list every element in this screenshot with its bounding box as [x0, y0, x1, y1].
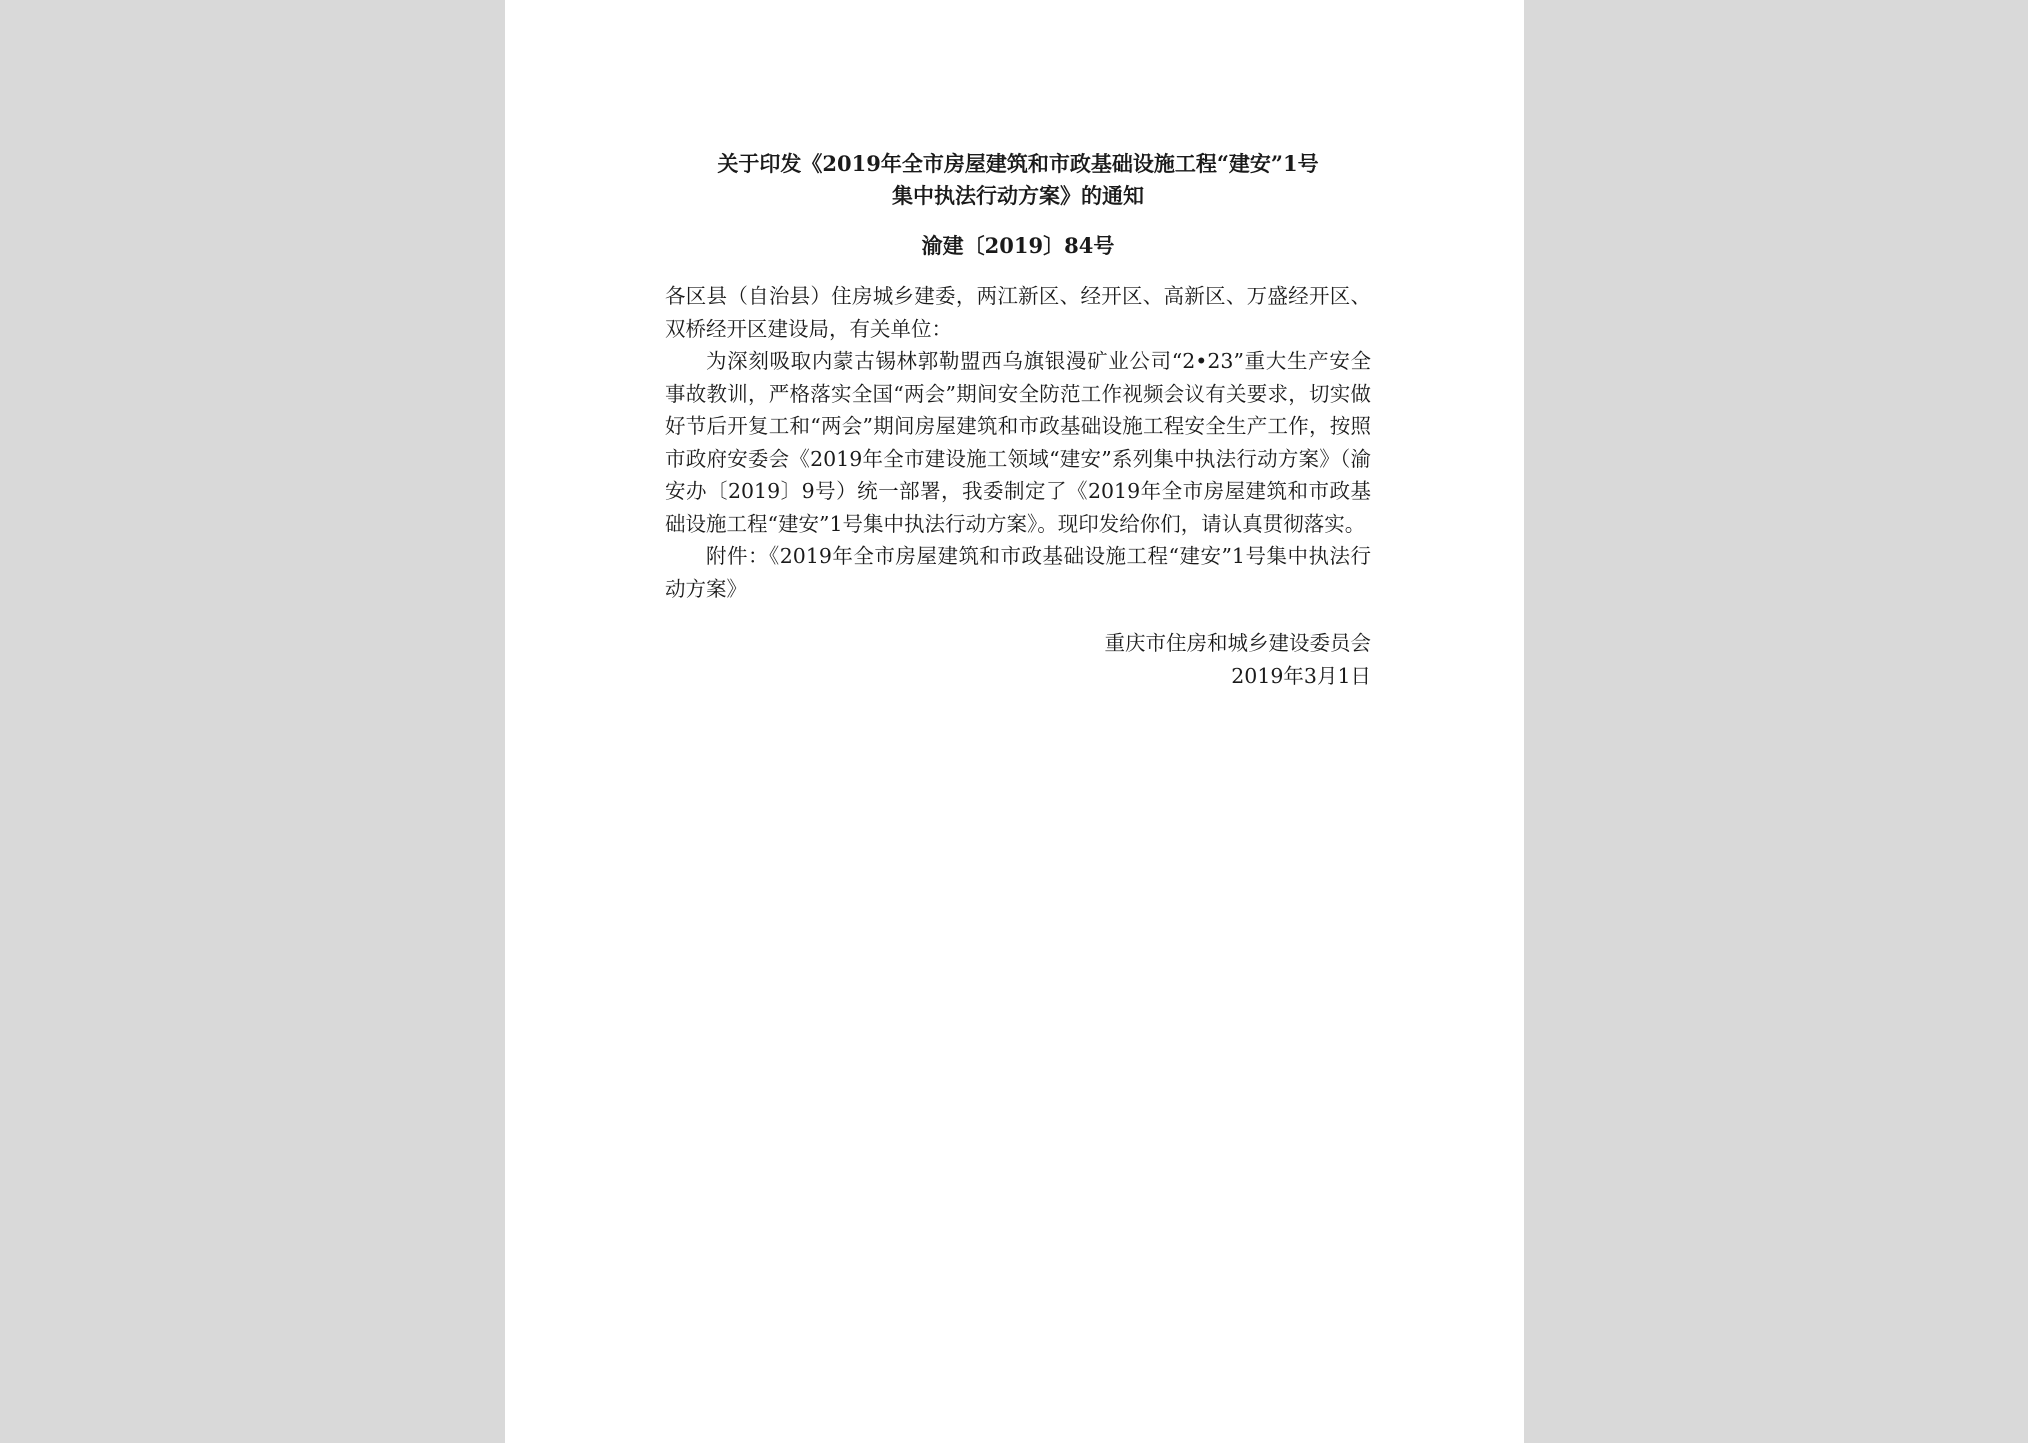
issue-date: 2019年3月1日 — [1231, 663, 1371, 688]
attachment-line: 附件：《2019年全市房屋建筑和市政基础设施工程“建安”1号集中执法行动方案》 — [665, 544, 1371, 601]
document-content — [665, 148, 1371, 692]
document-page — [505, 0, 1524, 1443]
document-title-line2: 集中执法行动方案》的通知 — [892, 183, 1144, 208]
document-number: 渝建〔2019〕84号 — [921, 233, 1115, 258]
issuer-name: 重庆市住房和城乡建设委员会 — [1104, 631, 1371, 655]
document-title — [665, 148, 1371, 212]
addressee: 各区县（自治县）住房城乡建委，两江新区、经开区、高新区、万盛经开区、双桥经开区建设局，有关单位： — [665, 284, 1371, 341]
document-title-line1: 关于印发《2019年全市房屋建筑和市政基础设施工程“建安”1号 — [717, 151, 1319, 176]
body-paragraph: 为深刻吸取内蒙古锡林郭勒盟西乌旗银漫矿业公司“2•23”重大生产安全事故教训，严格落实全国“两会”期间安全防范工作视频会议有关要求，切实做好节后开复工和“两会”期间房屋建筑和市政基础设施工程安全生产工作，按照市政府安委会《2019年全市建设施工领域“建安”系列集中执法行动方案》（渝安办〔2019〕9号）统一部署，我委制定了《2019年全市房屋建筑和市政基础设施工程“建安”1号集中执法行动方案》。现印发给你们，请认真贯彻落实。 — [665, 349, 1371, 536]
signature-block — [665, 627, 1371, 692]
